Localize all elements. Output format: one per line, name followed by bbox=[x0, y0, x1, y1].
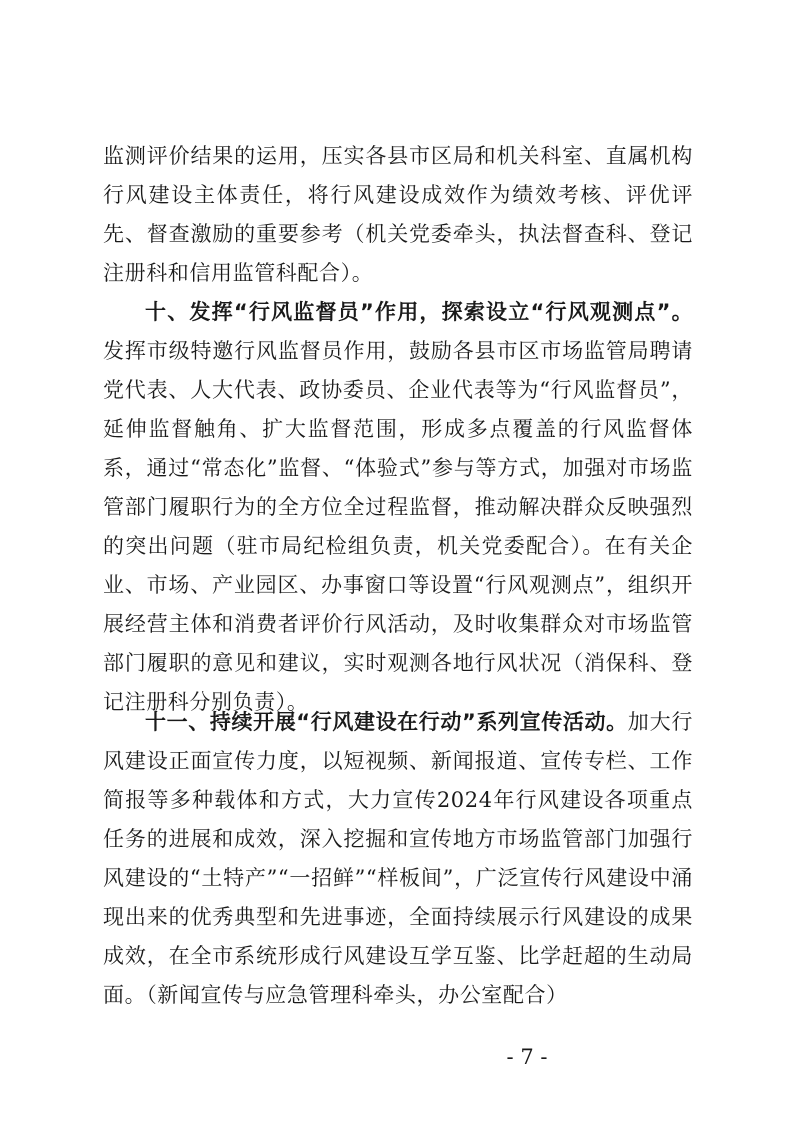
section-10-heading: 十、发挥“行风监督员”作用，探索设立“行风观测点”。 bbox=[145, 300, 693, 324]
section-11-paragraph bbox=[103, 703, 693, 1015]
section-10-paragraph bbox=[103, 293, 693, 722]
page-number: - 7 - bbox=[506, 1045, 548, 1069]
continuation-paragraph: 监测评价结果的运用，压实各县市区局和机关科室、直属机构行风建设主体责任，将行风建设成效作为绩效考核、评优评先、督查激励的重要参考（机关党委牵头，执法督查科、登记注册科和信用监管科配合）。 bbox=[103, 144, 693, 285]
section-11-body: 加大行风建设正面宣传力度，以短视频、新闻报道、宣传专栏、工作简报等多种载体和方式，大力宣传2024年行风建设各项重点任务的进展和成效，深入挖掘和宣传地方市场监管部门加强行风建设的“土特产”“一招鲜”“样板间”，广泛宣传行风建设中涌现出来的优秀典型和先进事迹，全面持续展示行风建设的成果成效，在全市系统形成行风建设互学互鉴、比学赶超的生动局面。（新闻宣传与应急管理科牵头，办公室配合） bbox=[103, 710, 693, 1007]
section-10-body: 发挥市级特邀行风监督员作用，鼓励各县市区市场监管局聘请党代表、人大代表、政协委员、企业代表等为“行风监督员”，延伸监督触角、扩大监督范围，形成多点覆盖的行风监督体系，通过“常态化”监督、“体验式”参与等方式，加强对市场监管部门履职行为的全方位全过程监督，推动解决群众反映强烈的突出问题（驻市局纪检组负责，机关党委配合）。在有关企业、市场、产业园区、办事窗口等设置“行风观测点”，组织开展经营主体和消费者评价行风活动，及时收集群众对市场监管部门履职的意见和建议，实时观测各地行风状况（消保科、登记注册科分别负责）。 bbox=[103, 339, 693, 714]
section-11-heading: 十一、持续开展“行风建设在行动”系列宣传活动。 bbox=[145, 710, 628, 734]
